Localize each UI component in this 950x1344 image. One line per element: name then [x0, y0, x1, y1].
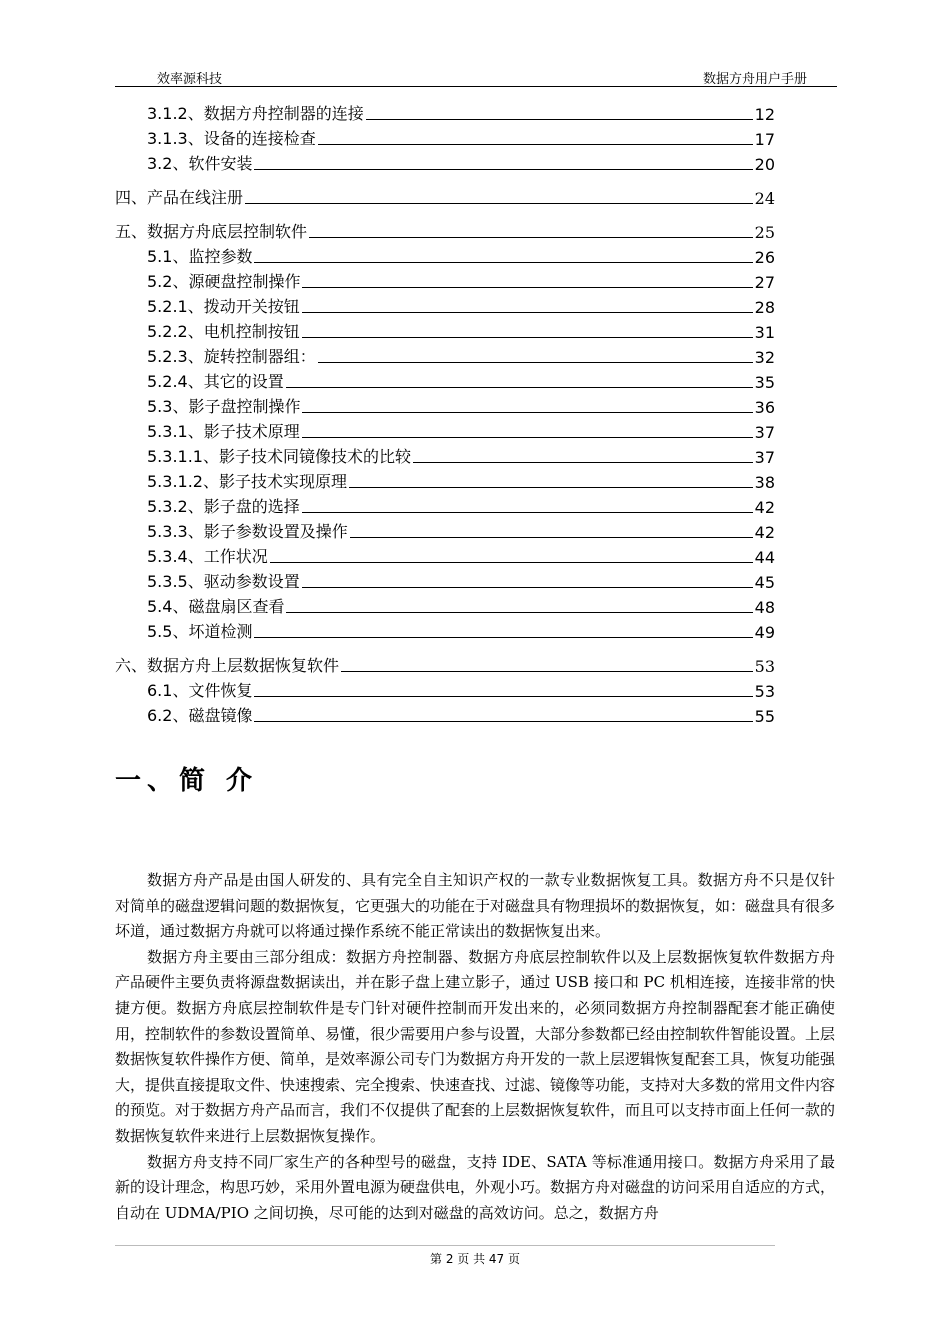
toc-leader-line	[302, 336, 753, 338]
toc-entry-page: 55	[754, 707, 775, 726]
toc-entry-page: 38	[754, 473, 775, 492]
toc-entry-label: 5.3.1、影子技术原理	[147, 422, 300, 441]
toc-entry-label: 3.2、软件安装	[147, 154, 253, 173]
toc-entry[interactable]	[115, 342, 775, 367]
toc-leader-line	[302, 586, 753, 588]
toc-leader-line	[254, 636, 752, 638]
toc-entry-page: 20	[754, 155, 775, 174]
toc-entry[interactable]	[115, 442, 775, 467]
toc-leader-line	[245, 202, 753, 204]
toc-entry[interactable]	[115, 467, 775, 492]
toc-entry-page: 37	[754, 423, 775, 442]
toc-leader-line	[349, 486, 753, 488]
toc-entry-label: 5.3.1.1、影子技术同镜像技术的比较	[147, 447, 411, 466]
toc-entry-page: 25	[754, 223, 775, 242]
paragraph: 数据方舟主要由三部分组成：数据方舟控制器、数据方舟底层控制软件以及上层数据恢复软件数据方舟产品硬件主要负责将源盘数据读出，并在影子盘上建立影子，通过 USB 接口和 PC 机相连接，连接非常的快捷方便。数据方舟底层控制软件是专门针对硬件控制而开发出来的，必须同数据方舟控制器配套才能正确使用，控制软件的参数设置简单、易懂，很少需要用户参与设置，大部分参数都已经由控制软件智能设置。上层数据恢复软件操作方便、简单，是效率源公司专门为数据方舟开发的一款上层逻辑恢复配套工具，恢复功能强大，提供直接提取文件、快速搜索、完全搜索、快速查找、过滤、镜像等功能，支持对大多数的常用文件内容的预览。对于数据方舟产品而言，我们不仅提供了配套的上层数据恢复软件，而且可以支持市面上任何一款的数据恢复软件来进行上层数据恢复操作。	[115, 947, 836, 1145]
toc-leader-line	[254, 168, 752, 170]
toc-entry[interactable]	[115, 124, 775, 149]
toc-leader-line	[318, 143, 753, 145]
toc-entry[interactable]	[115, 292, 775, 317]
page-footer: 第 2 页 共 47 页	[430, 1252, 520, 1266]
toc-entry-page: 42	[754, 498, 775, 517]
toc-entry-label: 五、数据方舟底层控制软件	[115, 222, 308, 241]
toc-entry[interactable]	[115, 367, 775, 392]
toc-leader-line	[318, 361, 753, 363]
toc-entry[interactable]	[115, 517, 775, 542]
toc-entry-label: 5.3.1.2、影子技术实现原理	[147, 472, 347, 491]
toc-leader-line	[286, 386, 753, 388]
toc-entry-label: 5.5、坏道检测	[147, 622, 253, 641]
toc-entry[interactable]	[115, 217, 775, 242]
toc-entry[interactable]	[115, 267, 775, 292]
header-company: 效率源科技	[157, 72, 223, 87]
toc-leader-line	[302, 511, 753, 513]
toc-leader-line	[302, 311, 753, 313]
toc-entry-label: 5.3、影子盘控制操作	[147, 397, 301, 416]
toc-entry-page: 17	[754, 130, 775, 149]
toc-entry[interactable]	[115, 617, 775, 642]
toc-leader-line	[254, 261, 752, 263]
toc-leader-line	[341, 670, 753, 672]
toc-entry-page: 53	[754, 657, 775, 676]
toc-leader-line	[270, 561, 753, 563]
toc-entry[interactable]	[115, 417, 775, 442]
toc-entry[interactable]	[115, 183, 775, 208]
toc-entry[interactable]	[115, 701, 775, 726]
toc-leader-line	[309, 236, 753, 238]
toc-entry[interactable]	[115, 542, 775, 567]
toc-entry-label: 5.3.3、影子参数设置及操作	[147, 522, 348, 541]
toc-entry-page: 35	[754, 373, 775, 392]
toc-entry-page: 45	[754, 573, 775, 592]
toc-entry-label: 5.3.2、影子盘的选择	[147, 497, 300, 516]
toc-entry-label: 5.2.4、其它的设置	[147, 372, 284, 391]
toc-entry[interactable]	[115, 242, 775, 267]
toc-entry-label: 6.1、文件恢复	[147, 681, 253, 700]
toc-entry-page: 44	[754, 548, 775, 567]
toc-entry-page: 27	[754, 273, 775, 292]
toc-entry-label: 四、产品在线注册	[115, 188, 244, 207]
toc-leader-line	[302, 411, 752, 413]
toc-entry-page: 26	[754, 248, 775, 267]
toc-entry-label: 5.1、监控参数	[147, 247, 253, 266]
toc-entry-page: 24	[754, 189, 775, 208]
toc-leader-line	[254, 695, 752, 697]
paragraph: 数据方舟产品是由国人研发的、具有完全自主知识产权的一款专业数据恢复工具。数据方舟不只是仅针对简单的磁盘逻辑问题的数据恢复，它更强大的功能在于对磁盘具有物理损坏的数据恢复，如：磁盘具有很多坏道，通过数据方舟就可以将通过操作系统不能正常读出的数据恢复出来。	[115, 871, 836, 941]
paragraph: 数据方舟支持不同厂家生产的各种型号的磁盘，支持 IDE、SATA 等标准通用接口。数据方舟采用了最新的设计理念，构思巧妙，采用外置电源为硬盘供电，外观小巧。数据方舟对磁盘的访问采用自适应的方式，自动在 UDMA/PIO 之间切换，尽可能的达到对磁盘的高效访问。总之，数据方舟	[115, 1152, 836, 1222]
toc-entry-page: 48	[754, 598, 775, 617]
toc-entry-label: 5.2.2、电机控制按钮	[147, 322, 300, 341]
toc-entry[interactable]	[115, 317, 775, 342]
toc-entry[interactable]	[115, 651, 775, 676]
toc-entry[interactable]	[115, 492, 775, 517]
toc-entry-label: 5.3.4、工作状况	[147, 547, 268, 566]
toc-entry-page: 12	[754, 105, 775, 124]
toc-entry-page: 37	[754, 448, 775, 467]
toc-entry-label: 3.1.2、数据方舟控制器的连接	[147, 104, 364, 123]
toc-leader-line	[302, 286, 752, 288]
toc-entry[interactable]	[115, 99, 775, 124]
toc-leader-line	[413, 461, 753, 463]
toc-entry[interactable]	[115, 592, 775, 617]
toc-leader-line	[302, 436, 753, 438]
toc-entry-page: 32	[754, 348, 775, 367]
toc-entry-page: 42	[754, 523, 775, 542]
toc-entry-label: 5.3.5、驱动参数设置	[147, 572, 300, 591]
toc-entry[interactable]	[115, 149, 775, 174]
page-header	[115, 68, 837, 87]
toc-entry-label: 5.4、磁盘扇区查看	[147, 597, 285, 616]
toc-leader-line	[366, 118, 753, 120]
toc-entry-label: 六、数据方舟上层数据恢复软件	[115, 656, 340, 675]
toc-entry-page: 49	[754, 623, 775, 642]
toc-entry-label: 5.2.3、旋转控制器组：	[147, 347, 316, 366]
toc-entry-page: 28	[754, 298, 775, 317]
toc-entry-label: 5.2.1、拨动开关按钮	[147, 297, 300, 316]
toc-leader-line	[286, 611, 752, 613]
footer-divider	[115, 1245, 775, 1246]
toc-leader-line	[254, 720, 752, 722]
section-title: 一、简 介	[115, 766, 259, 796]
toc-entry-page: 31	[754, 323, 775, 342]
header-manual-title: 数据方舟用户手册	[702, 72, 807, 87]
toc-leader-line	[350, 536, 753, 538]
toc-entry-label: 6.2、磁盘镜像	[147, 706, 253, 725]
toc-entry[interactable]	[115, 676, 775, 701]
toc-entry-page: 53	[754, 682, 775, 701]
toc-entry-label: 3.1.3、设备的连接检查	[147, 129, 316, 148]
section-body	[115, 868, 835, 1226]
table-of-contents	[115, 99, 775, 726]
toc-entry-label: 5.2、源硬盘控制操作	[147, 272, 301, 291]
toc-entry[interactable]	[115, 567, 775, 592]
toc-entry[interactable]	[115, 392, 775, 417]
toc-entry-page: 36	[754, 398, 775, 417]
